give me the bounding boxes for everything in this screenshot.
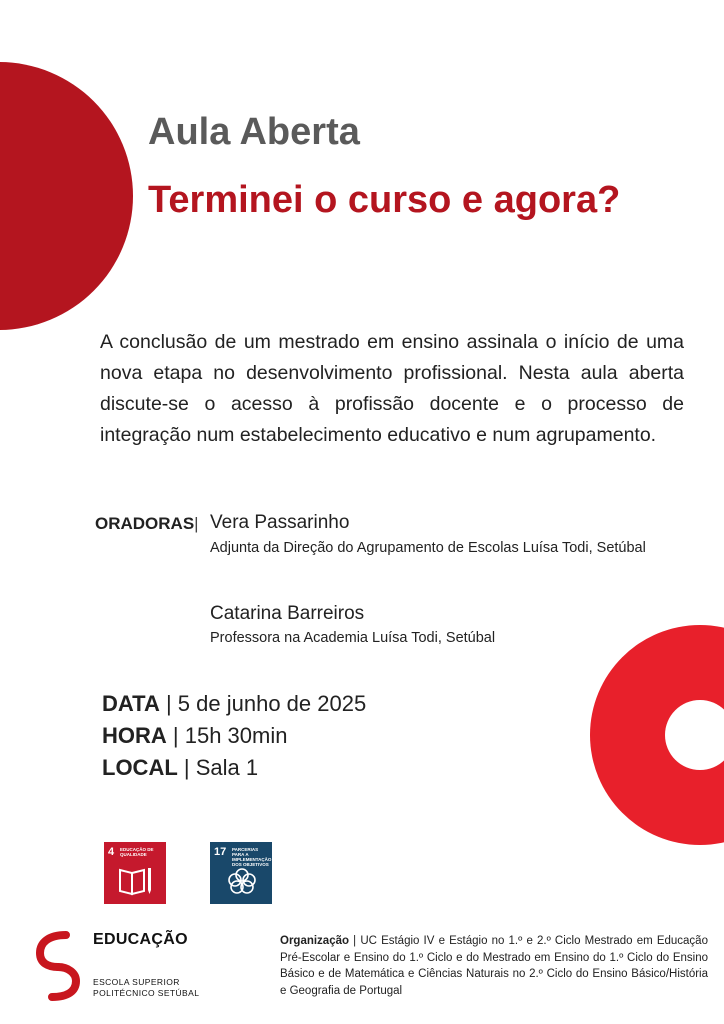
page-subtitle: Terminei o curso e agora? — [148, 179, 621, 221]
organization-text — [280, 933, 708, 999]
institution-logo-icon — [36, 931, 82, 1001]
location-value: Sala 1 — [195, 755, 259, 780]
date-label: DATA — [102, 691, 160, 716]
speakers-separator: | — [194, 514, 199, 533]
location-label: LOCAL — [102, 755, 178, 780]
speaker-1-role: Adjunta da Direção do Agrupamento de Escolas Luísa Todi, Setúbal — [210, 540, 646, 556]
sdg-4-number: 4 — [108, 846, 115, 858]
location-line: LOCAL | Sala 1 — [102, 755, 259, 780]
logo-title: EDUCAÇÃO — [93, 931, 188, 948]
date-value: 5 de junho de 2025 — [177, 691, 367, 716]
time-line: HORA | 15h 30min — [102, 723, 288, 748]
speaker-1-name: Vera Passarinho — [210, 512, 350, 533]
logo-subtitle-line-1: ESCOLA SUPERIOR — [93, 977, 180, 987]
speaker-2-role: Professora na Academia Luísa Todi, Setúbal — [210, 630, 496, 646]
speakers-heading — [95, 513, 199, 535]
time-label: HORA — [102, 723, 167, 748]
logo-subtitle-line-2: POLITÉCNICO SETÚBAL — [93, 988, 200, 998]
date-line: DATA | 5 de junho de 2025 — [102, 691, 367, 716]
sdg-17-text: PARCERIAS PARA A IMPLEMENTAÇÃO DOS OBJETIVOS — [232, 847, 272, 867]
time-value: 15h 30min — [184, 723, 288, 748]
rings-flower-icon — [224, 864, 260, 898]
sdg-17-number: 17 — [214, 846, 227, 858]
sdg-4-badge — [104, 842, 166, 904]
sdg-4-text: EDUCAÇÃO DE QUALIDADE — [120, 847, 154, 857]
organization-label: Organização — [280, 935, 350, 947]
organization-separator: | — [353, 935, 357, 947]
organization-details: UC Estágio IV e Estágio no 1.º e 2.º Ciclo Mestrado em Educação Pré-Escolar e Ensino do 1.º Ciclo e do Mestrado em Ensino do 1.º Ciclo do Ensino Básico e de Matemática e Ciências Naturais no 2.º Ciclo do Ensino Básico/História e Geografia de Portugal — [280, 935, 708, 997]
sdg-17-badge — [210, 842, 272, 904]
book-pencil-icon — [118, 864, 154, 898]
decorative-circle-left — [0, 62, 133, 330]
logo-subtitle — [93, 977, 199, 999]
intro-paragraph: A conclusão de um mestrado em ensino assinala o início de uma nova etapa no desenvolvimento profissional. Nesta aula aberta discute-se o acesso à profissão docente e o processo de integração num estabelecimento educativo e num agrupamento. — [100, 331, 684, 446]
speaker-2-name: Catarina Barreiros — [210, 603, 365, 624]
page-title: Aula Aberta — [148, 111, 360, 153]
speakers-label: ORADORAS — [95, 514, 195, 533]
